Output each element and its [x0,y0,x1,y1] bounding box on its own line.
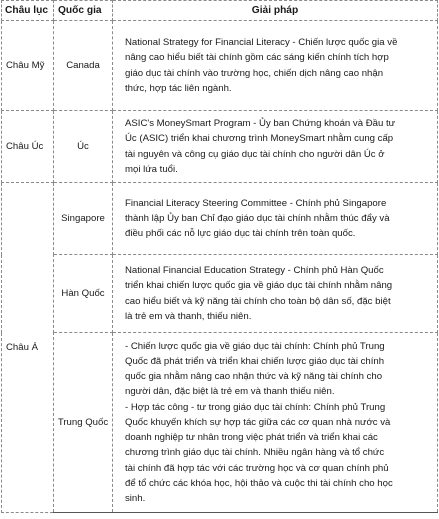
solution-line: Quốc khuyến khích sự hợp tác giữa các cơ quan nhà nước và [125,416,391,428]
solution-line: quốc gia nhằm nâng cao nhận thức và kỹ năng tài chính cho [125,371,383,383]
header-solution: Giải pháp [113,1,438,21]
solution-line: thành lập Ủy ban Chỉ đạo giáo dục tài chính nhằm thúc đẩy và [125,212,390,224]
solution-line: tài chính đã hợp tác với các trường học và cơ quan chính phủ [125,462,389,474]
table-row [2,183,438,255]
solution-cell [113,21,438,111]
solution-cell [113,255,438,333]
table-row [2,333,438,513]
solution-line: điều phối các nỗ lực giáo dục tài chính trên toàn quốc. [125,228,356,240]
solution-cell [113,183,438,255]
solution-cell [113,111,438,183]
country-cell: Singapore [54,183,113,255]
solution-line: National Strategy for Financial Literacy - Chiến lược quốc gia về [125,37,398,49]
country-cell: Trung Quốc [54,333,113,513]
solution-line: National Financial Education Strategy - Chính phủ Hàn Quốc [125,265,384,277]
solution-line: - Hợp tác công - tư trong giáo dục tài chính: Chính phủ Trung [125,401,386,413]
table-header-row [2,1,438,21]
solution-line: để tổ chức các khóa học, hội thảo và cuộc thi tài chính cho học [125,477,393,489]
solution-line: giáo dục tài chính vào trường học, chiến dịch nâng cao nhận [125,67,384,79]
solution-line: sinh. [125,492,146,504]
solution-line: Quốc đã phát triển và triển khai chiến lược giáo dục tài chính [125,356,385,368]
solution-line: cao hiểu biết và kỹ năng tài chính cho toàn bộ dân số, đặc biệt [125,295,391,307]
solution-line: người dân, đặc biệt là trẻ em và thanh thiếu niên. [125,386,335,398]
solution-line: chương trình giáo dục tài chính. Nhiều ngân hàng và tổ chức [125,447,385,459]
table-row [2,111,438,183]
solution-line: - Chiến lược quốc gia về giáo dục tài chính: Chính phủ Trung [125,340,385,352]
solution-line: Financial Literacy Steering Committee - Chính phủ Singapore [125,197,387,209]
continent-cell: Châu Úc [2,111,54,183]
solution-line: ASIC's MoneySmart Program - Ủy ban Chứng khoán và Đầu tư [125,118,396,130]
country-cell: Hàn Quốc [54,255,113,333]
table-row [2,21,438,111]
header-continent: Châu lục [2,1,54,21]
continent-cell: Châu Á [2,183,54,513]
continent-cell: Châu Mỹ [2,21,54,111]
solution-line: là trẻ em và thanh, thiếu niên. [125,310,252,322]
solution-line: nâng cao hiểu biết tài chính gồm các sáng kiến chính tích hợp [125,52,389,64]
solution-line: thức, hợp tác liên ngành. [125,82,232,94]
solution-line: triển khai chiến lược quốc gia về giáo dục tài chính nhằm nâng [125,280,393,292]
country-cell: Canada [54,21,113,111]
solution-cell [113,333,438,513]
solution-line: tài nguyên và công cụ giáo dục tài chính cho người dân Úc ở [125,148,385,160]
country-cell: Úc [54,111,113,183]
solution-line: mọi lứa tuổi. [125,163,178,175]
table-row [2,255,438,333]
solution-line: Úc (ASIC) triển khai chương trình MoneySmart nhằm cung cấp [125,133,394,145]
solution-line: doanh nghiệp tư nhân trong việc phát triển và triển khai các [125,432,378,444]
header-country: Quốc gia [54,1,113,21]
solutions-table [1,0,438,513]
